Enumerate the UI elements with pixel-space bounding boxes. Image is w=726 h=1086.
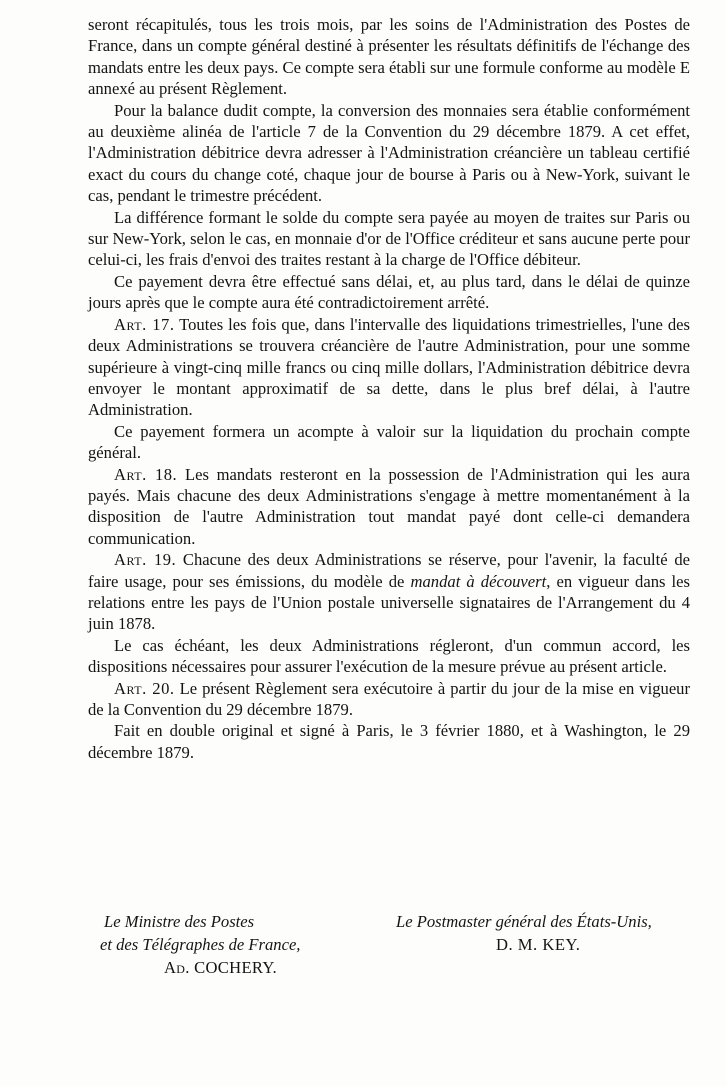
paragraph-difference: La différence formant le solde du compte sera payée au moyen de traites sur Paris ou sur New-York, selon le cas, en monnaie d'or de l'Office créditeur et sans aucune perte pour celui-ci, les frais d'envoi des traites restant à la charge de l'Office débiteur. (88, 207, 690, 270)
signature-block-left (100, 910, 384, 979)
paragraph-acompte: Ce payement formera un acompte à valoir sur la liquidation du prochain compte général. (88, 421, 690, 463)
article-19-text-before: Chacune des deux Administrations se réserve, pour l'avenir, la faculté de faire usage, pour ses émissions, du modèle de (88, 550, 690, 591)
paragraph-recap: seront récapitulés, tous les trois mois, par les soins de l'Administration des Postes de France, dans un compte général destiné à présenter les résultats définitifs de l'échange des mandats entre les deux pays. Ce compte sera établi sur une formule conforme au modèle E annexé au présent Règlement. (88, 15, 690, 99)
article-18-text: Les mandats resteront en la possession de l'Administration qui les aura payés. Mais chacune des deux Administrations s'engage à mettre momentanément à la disposition de l'autre Administration tout mandat payé dont celle-ci demandera communication. (88, 464, 690, 548)
article-20-text: Le présent Règlement sera exécutoire à partir du jour de la mise en vigueur de la Convention du 29 décembre 1879. (88, 678, 691, 719)
paragraph-cas-echeant: Le cas échéant, les deux Administrations régleront, d'un commun accord, les dispositions nécessaires pour assurer l'exécution de la mesure prévue au présent article. (88, 635, 690, 677)
article-17-label: Art. 17. (114, 314, 175, 334)
article-18-label: Art. 18. (114, 464, 178, 484)
signature-block-right (396, 910, 696, 956)
signature-left-title-line2: et des Télégraphes de France, (100, 935, 301, 954)
article-19-text-after: , en vigueur dans les relations entre les pays de l'Union postale universelle signataires de l'Arrangement du 4 juin 1878. (88, 571, 690, 634)
article-17 (88, 314, 690, 421)
article-19-italic: mandat à découvert (410, 571, 547, 591)
article-18 (88, 464, 690, 550)
document-body (88, 14, 690, 763)
article-17-text: Toutes les fois que, dans l'intervalle des liquidations trimestrielles, l'une des deux Administrations se trouvera créancière de l'autre Administration, pour une somme supérieure à vingt-cinq mille francs ou cinq mille dollars, l'Administration débitrice devra envoyer le montant approximatif de sa dette, dans le plus bref délai, à l'autre Administration. (88, 314, 690, 420)
signature-left-name: Ad. COCHERY. (164, 958, 277, 977)
signature-left-title-line1: Le Ministre des Postes (104, 912, 255, 931)
article-19-label: Art. 19. (114, 550, 177, 570)
article-20 (88, 678, 690, 721)
paragraph-payment-delay: Ce payement devra être effectué sans délai, et, au plus tard, dans le délai de quinze jours après que le compte aura été contradictoirement arrêté. (88, 271, 690, 313)
paragraph-fait: Fait en double original et signé à Paris, le 3 février 1880, et à Washington, le 29 décembre 1879. (88, 721, 690, 762)
article-19 (88, 549, 690, 635)
paragraph-balance: Pour la balance dudit compte, la conversion des monnaies sera établie conformément au deuxième alinéa de l'article 7 de la Convention du 29 décembre 1879. A cet effet, l'Administration débitrice devra adresser à l'Administration créancière un tableau certifié exact du cours du change coté, chaque jour de bourse à Paris ou à New-York, suivant le cas, pendant le trimestre précédent. (88, 100, 690, 206)
signature-right-title: Le Postmaster général des États-Unis, (396, 912, 652, 931)
signature-right-name: D. M. KEY. (496, 935, 581, 954)
article-20-label: Art. 20. (114, 678, 175, 698)
